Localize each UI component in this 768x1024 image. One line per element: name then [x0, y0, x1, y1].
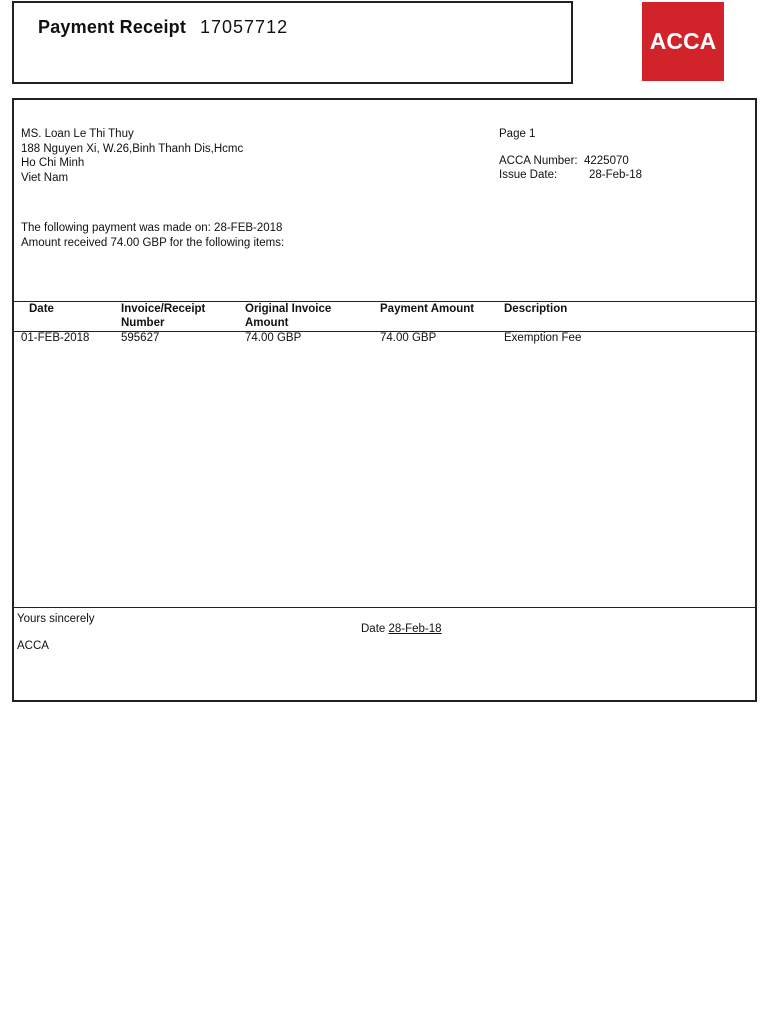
acca-logo: [642, 2, 724, 81]
recipient-city: Ho Chi Minh: [21, 157, 85, 169]
receipt-meta: [499, 127, 642, 183]
col-header-original-line2: Amount: [245, 317, 289, 329]
row-original-amount: 74.00 GBP: [245, 332, 302, 344]
page-title: Payment Receipt: [38, 17, 187, 37]
col-header-invoice-line2: Number: [121, 317, 165, 329]
row-payment-amount: 74.00 GBP: [380, 332, 437, 344]
receipt-body: [12, 98, 757, 702]
acca-number-label: ACCA Number:: [499, 154, 578, 167]
page-number: Page 1: [499, 128, 536, 140]
issue-date-label: Issue Date:: [499, 169, 558, 181]
row-description: Exemption Fee: [504, 332, 582, 344]
footer-date-label: Date: [361, 623, 386, 635]
col-header-original-line1: Original Invoice: [245, 303, 332, 315]
col-header-payment: Payment Amount: [380, 303, 475, 315]
acca-number-row: [499, 154, 642, 169]
receipt-number: 17057712: [200, 17, 289, 37]
recipient-address: [21, 127, 243, 185]
recipient-country: Viet Nam: [21, 171, 69, 184]
acca-logo-text: ACCA: [649, 28, 717, 54]
row-date: 01-FEB-2018: [21, 332, 90, 344]
footer-rule: [14, 607, 755, 608]
acca-number-value: 4225070: [584, 154, 629, 167]
payment-made-on: The following payment was made on: 28-FEB-2018: [21, 222, 283, 234]
col-header-date: Date: [29, 303, 54, 315]
row-invoice: 595627: [121, 332, 160, 344]
recipient-name: MS. Loan Le Thi Thuy: [21, 128, 134, 140]
issue-date-row: [499, 168, 642, 183]
col-header-description: Description: [504, 303, 568, 315]
recipient-street: 188 Nguyen Xi, W.26,Binh Thanh Dis,Hcmc: [21, 142, 244, 155]
col-header-original: [245, 302, 331, 330]
payment-info: [21, 221, 284, 250]
col-header-invoice-line1: Invoice/Receipt: [121, 303, 206, 315]
closing-text: Yours sincerely: [17, 613, 95, 625]
footer-date: [361, 622, 442, 637]
receipt-header: [12, 1, 573, 84]
issue-date-value: 28-Feb-18: [589, 169, 643, 181]
col-header-invoice: [121, 302, 205, 330]
footer-date-value: 28-Feb-18: [388, 623, 442, 635]
signature: ACCA: [17, 640, 49, 652]
amount-received: Amount received 74.00 GBP for the following items:: [21, 236, 285, 249]
